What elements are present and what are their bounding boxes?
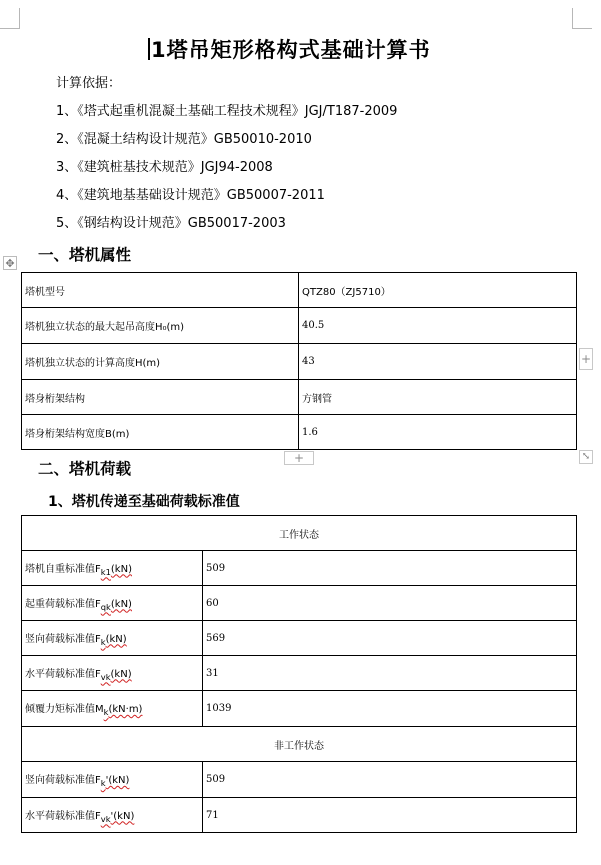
property-value[interactable]: 40.5 bbox=[299, 308, 577, 344]
table-row bbox=[22, 380, 577, 415]
crane-properties-table bbox=[21, 272, 577, 450]
load-label-subscript: k bbox=[103, 707, 109, 717]
load-label-text: 竖向荷载标准值F bbox=[25, 633, 101, 645]
load-label-subscript: vk bbox=[100, 813, 111, 824]
load-label bbox=[22, 656, 203, 691]
property-label: 塔机独立状态的计算高度H(m) bbox=[22, 344, 299, 380]
load-label bbox=[22, 551, 203, 586]
load-label-subscript: qk bbox=[100, 601, 111, 612]
basis-label: 计算依据： bbox=[56, 76, 122, 91]
document-title[interactable] bbox=[148, 34, 431, 64]
load-value[interactable]: 509 bbox=[203, 762, 577, 798]
title-text: 塔吊矩形格构式基础计算书 bbox=[166, 38, 431, 62]
load-label bbox=[22, 621, 203, 656]
load-label-text: 倾覆力矩标准值M bbox=[25, 704, 104, 715]
load-label-unit: (kN) bbox=[105, 633, 127, 645]
nonworking-state-header: 非工作状态 bbox=[22, 727, 577, 762]
reference-item: 3、《建筑桩基技术规范》JGJ94-2008 bbox=[56, 160, 273, 175]
crop-mark-top-left bbox=[19, 8, 20, 29]
property-label: 塔机型号 bbox=[22, 273, 299, 308]
table-row bbox=[22, 273, 577, 308]
load-label-text: 水平荷载标准值F bbox=[25, 668, 101, 680]
section-heading-crane-loads: 二、塔机荷载 bbox=[38, 460, 132, 478]
property-value[interactable]: QTZ80（ZJ5710） bbox=[299, 273, 577, 308]
add-row-button[interactable]: + bbox=[284, 451, 314, 465]
subsection-heading-load-standard-values: 1、塔机传递至基础荷载标准值 bbox=[48, 494, 240, 510]
table-row bbox=[22, 621, 577, 656]
crop-mark-top-left bbox=[0, 28, 20, 29]
crop-mark-top-right bbox=[572, 8, 573, 29]
load-label-unit: (kN) bbox=[110, 668, 132, 680]
load-label bbox=[22, 798, 203, 833]
table-row bbox=[22, 727, 577, 762]
text-cursor bbox=[148, 38, 150, 60]
crop-mark-top-right bbox=[572, 28, 592, 29]
load-label-subscript: vk bbox=[100, 671, 111, 682]
table-row bbox=[22, 308, 577, 344]
reference-item: 1、《塔式起重机混凝土基础工程技术规程》JGJ/T187-2009 bbox=[56, 104, 398, 119]
load-label bbox=[22, 586, 203, 621]
reference-item: 4、《建筑地基基础设计规范》GB50007-2011 bbox=[56, 188, 325, 203]
load-value[interactable]: 509 bbox=[203, 551, 577, 586]
table-row bbox=[22, 656, 577, 691]
property-value[interactable]: 43 bbox=[299, 344, 577, 380]
reference-item: 2、《混凝土结构设计规范》GB50010-2010 bbox=[56, 132, 312, 147]
load-label-subscript: k bbox=[100, 636, 106, 647]
table-row bbox=[22, 798, 577, 833]
table-row bbox=[22, 415, 577, 450]
load-value[interactable]: 60 bbox=[203, 586, 577, 621]
property-label: 塔身桁架结构 bbox=[22, 380, 299, 415]
table-row bbox=[22, 762, 577, 798]
load-label-text: 竖向荷载标准值F bbox=[25, 775, 101, 786]
load-label-subscript: k1 bbox=[100, 566, 111, 577]
table-move-handle-icon[interactable]: ✥ bbox=[3, 256, 17, 270]
table-row bbox=[22, 516, 577, 551]
table-row bbox=[22, 691, 577, 727]
reference-item: 5、《钢结构设计规范》GB50017-2003 bbox=[56, 216, 286, 231]
add-column-button[interactable]: + bbox=[579, 348, 593, 370]
load-label-subscript: k bbox=[100, 778, 106, 788]
section-heading-crane-properties: 一、塔机属性 bbox=[38, 246, 132, 264]
table-row bbox=[22, 551, 577, 586]
load-value[interactable]: 569 bbox=[203, 621, 577, 656]
load-label-unit: (kN) bbox=[110, 563, 132, 575]
load-label-unit: '(kN) bbox=[110, 810, 135, 822]
load-value[interactable]: 1039 bbox=[203, 691, 577, 727]
load-label-unit: (kN·m) bbox=[108, 704, 143, 715]
property-label: 塔机独立状态的最大起吊高度H₀(m) bbox=[22, 308, 299, 344]
table-resize-icon[interactable]: ⤡ bbox=[579, 450, 593, 464]
load-label-unit: (kN) bbox=[110, 598, 132, 610]
load-label-text: 起重荷载标准值F bbox=[25, 598, 101, 610]
working-state-header: 工作状态 bbox=[22, 516, 577, 551]
load-label-unit: '(kN) bbox=[105, 775, 130, 786]
load-value[interactable]: 71 bbox=[203, 798, 577, 833]
title-number: 1 bbox=[151, 38, 167, 62]
load-label bbox=[22, 691, 203, 727]
property-label: 塔身桁架结构宽度B(m) bbox=[22, 415, 299, 450]
load-label-text: 塔机自重标准值F bbox=[25, 563, 101, 575]
crane-loads-table bbox=[21, 515, 577, 833]
load-label-text: 水平荷载标准值F bbox=[25, 810, 101, 822]
table-row bbox=[22, 586, 577, 621]
load-value[interactable]: 31 bbox=[203, 656, 577, 691]
load-label bbox=[22, 762, 203, 798]
table-row bbox=[22, 344, 577, 380]
property-value[interactable]: 1.6 bbox=[299, 415, 577, 450]
property-value[interactable]: 方钢管 bbox=[299, 380, 577, 415]
